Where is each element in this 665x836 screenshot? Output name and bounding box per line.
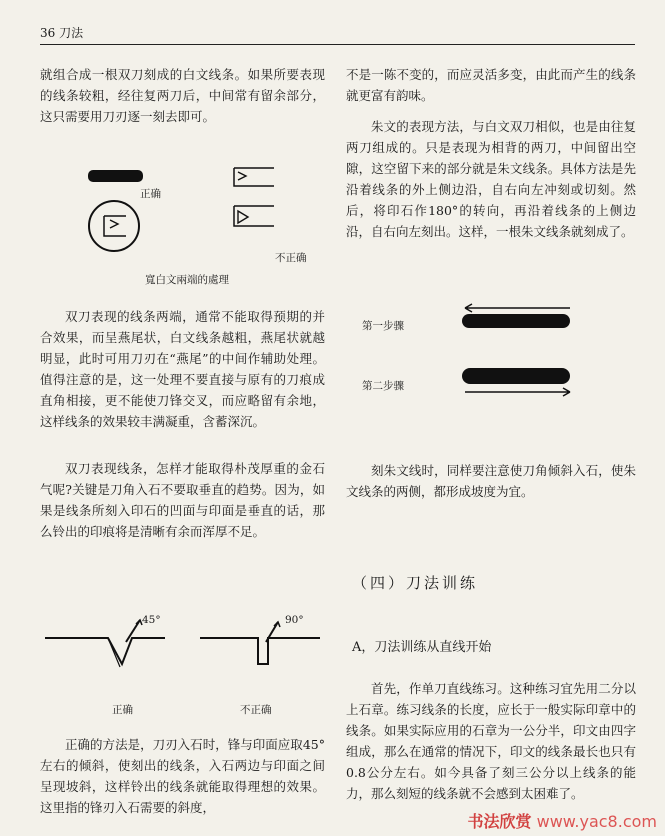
incorrect-end-strokes [234, 168, 274, 226]
step-2-label: 第二步骤 [362, 380, 404, 392]
fig2-incorrect-label: 不正确 [240, 704, 272, 716]
step-1-diagram [462, 304, 570, 328]
fig1-correct-label: 正确 [140, 188, 161, 200]
watermark-cn: 书法欣赏 [467, 812, 532, 831]
right-paragraph-2: 朱文的表现方法，与白文双刀相似，也是由往复两刀组成的。只是表现为相背的两刀，中间留出空隙，这空留下来的部分就是朱文线条。具体方法是先沿着线条的外上侧边沿，自右向左冲刻或切刻。然后，将印石作180°的转向，再沿着线条的上侧边沿，自右向左刻出。这样，一根朱文线条就刻成了。 [346, 119, 636, 239]
step-1-label: 第一步骤 [362, 320, 404, 332]
correct-end-stroke [88, 170, 143, 251]
left-paragraph-4: 正确的方法是，刀刃入石时，锋与印面应取45°左右的倾斜，使刻出的线条，入石两边与印面之间呈现坡斜，这样铃出的线条就能取得理想的效果。这里指的锋刃入石需要的斜度， [40, 737, 325, 815]
left-paragraph-2: 双刀表现的线条两端，通常不能取得预期的并合效果，而呈燕尾状，白文线条越粗，燕尾状就越明显，此时可用刀刃在“燕尾”的中间作辅助处理。值得注意的是，这一处理不要直接与原有的刀痕成直角相接，更不能使刀锋交叉，而应略留有余地，这样线条的效果较丰满凝重，含蓄深沉。 [40, 309, 325, 429]
header-rule [40, 44, 635, 45]
step-2-diagram [462, 368, 570, 396]
fig2-correct-label: 正确 [112, 704, 133, 716]
fig1-incorrect-label: 不正确 [275, 252, 307, 264]
left-paragraph-1: 就组合成一根双刀刻成的白文线条。如果所要表现的线条较粗，经往复两刀后，中间常有留余部分，这只需要用刀刃逐一刻去即可。 [40, 67, 325, 124]
section-heading: （四）刀法训练 [352, 574, 479, 592]
fig1-caption: 寬白文兩端的處理 [145, 274, 229, 286]
left-paragraph-3: 双刀表现线条，怎样才能取得朴茂厚重的金石气呢?关键是刀角入石不要取垂直的趋势。因为，如果是线条所刻入印石的凹面与印面是垂直的话，那么铃出的印痕将是清晰有余而浑厚不足。 [40, 461, 325, 539]
incorrect-90-degree-cut [200, 622, 320, 664]
subsection-heading: A，刀法训练从直线开始 [352, 640, 492, 655]
watermark-url: www.yac8.com [536, 812, 657, 831]
watermark [468, 809, 658, 832]
relief-line-steps-figure [460, 298, 580, 408]
angle-90-label: 90° [285, 614, 304, 626]
page-header: 36 刀法 [40, 26, 84, 40]
correct-45-degree-cut [45, 620, 165, 667]
right-paragraph-3: 刻朱文线时，同样要注意使刀角倾斜入石，使朱文线条的两侧，都形成坡度为宜。 [346, 463, 636, 499]
right-paragraph-1: 不是一陈不变的，而应灵活多变，由此而产生的线条就更富有韵味。 [346, 67, 636, 103]
angle-45-label: 45° [142, 614, 161, 626]
right-paragraph-4: 首先，作单刀直线练习。这种练习宜先用二分以上石章。练习线条的长度，应长于一般实际印章中的线条。如果实际应用的石章为一公分半，印文由四字组成，那么在通常的情况下，印文的线条最长也只有0.8公分左右。如今具备了刻三公分以上线条的能力，那么刻短的线条就不会感到太困难了。 [346, 681, 636, 801]
cutting-angle-figure [40, 612, 325, 702]
